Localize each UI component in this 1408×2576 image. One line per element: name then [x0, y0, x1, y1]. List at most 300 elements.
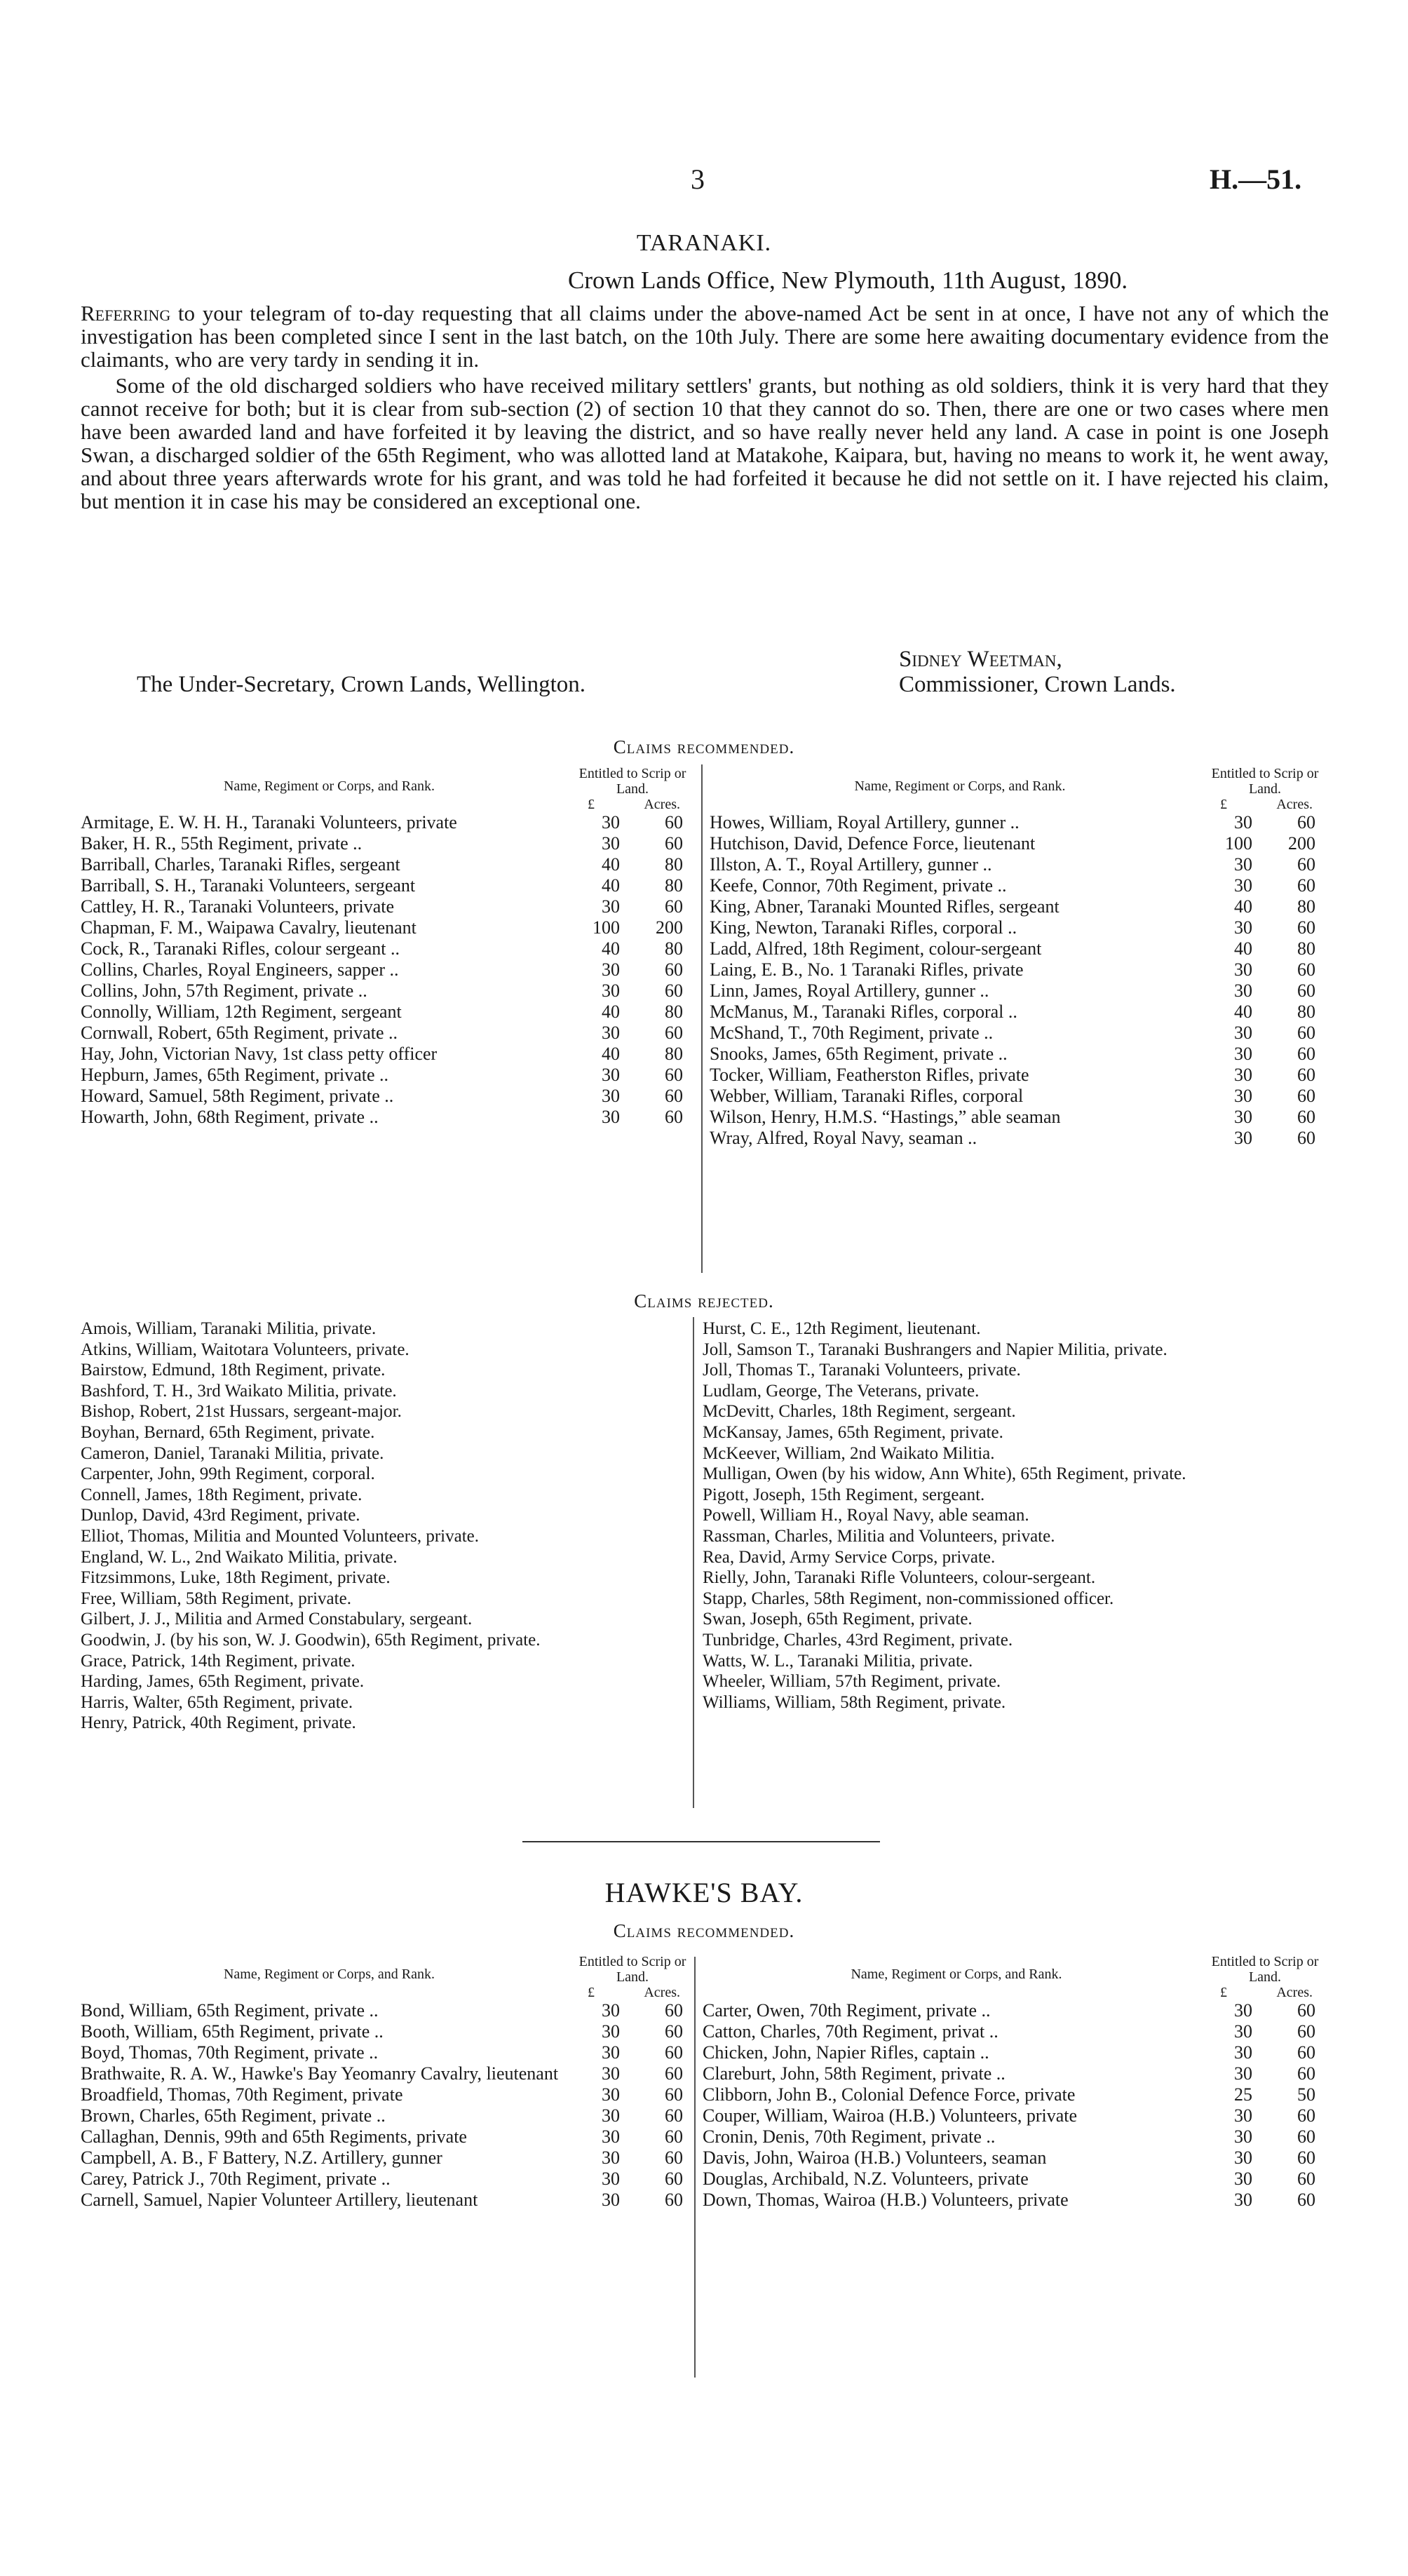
land-acres: 60: [665, 2147, 683, 2168]
claimant-name: Campbell, A. B., F Battery, N.Z. Artillery, gunner: [81, 2147, 442, 2168]
land-acres: 60: [665, 959, 683, 980]
letter-lead-word: Referring: [81, 301, 171, 325]
table-row: [703, 2084, 1320, 2105]
taranaki-recommended-right: [710, 766, 1320, 1149]
table-row: [703, 2105, 1320, 2126]
table-row: [81, 896, 687, 917]
scrip-pounds: 30: [1234, 812, 1252, 832]
list-item: Stapp, Charles, 58th Regiment, non-commissioned officer.: [703, 1589, 1114, 1608]
table-row: [81, 917, 687, 938]
table-row: [81, 875, 687, 896]
table-row: [81, 980, 687, 1002]
land-acres: 60: [665, 2021, 683, 2042]
list-item: Free, William, 58th Regiment, private.: [81, 1589, 351, 1608]
claimant-name: Carnell, Samuel, Napier Volunteer Artillery, lieutenant: [81, 2190, 478, 2210]
claimant-name: Boyd, Thomas, 70th Regiment, private ..: [81, 2042, 379, 2063]
scrip-pounds: 30: [602, 1086, 620, 1106]
taranaki-recommended-left: [81, 766, 687, 1128]
land-acres: 60: [1297, 1086, 1315, 1106]
table-row: [710, 1128, 1320, 1149]
list-item: England, W. L., 2nd Waikato Militia, private.: [81, 1547, 398, 1567]
land-acres: 60: [1297, 2147, 1315, 2168]
table-row: [710, 959, 1320, 980]
claimant-name: Ladd, Alfred, 18th Regiment, colour-sergeant: [710, 938, 1042, 959]
claimant-name: Howes, William, Royal Artillery, gunner ..: [710, 812, 1020, 832]
claimant-name: Chapman, F. M., Waipawa Cavalry, lieutenant: [81, 917, 417, 938]
scrip-pounds: 30: [602, 2021, 620, 2042]
table-row: [710, 833, 1320, 854]
column-name-header: Name, Regiment or Corps, and Rank.: [851, 1967, 1062, 1982]
land-acres: 60: [665, 2190, 683, 2210]
table-row: [703, 2000, 1320, 2021]
scrip-pounds: 25: [1234, 2084, 1252, 2105]
table-row: [710, 854, 1320, 875]
claimant-name: Douglas, Archibald, N.Z. Volunteers, private: [703, 2169, 1029, 2189]
table-row: [710, 980, 1320, 1002]
land-acres: 50: [1297, 2084, 1315, 2105]
list-item: Mulligan, Owen (by his widow, Ann White), 65th Regiment, private.: [703, 1464, 1186, 1484]
claimant-name: Tocker, William, Featherston Rifles, private: [710, 1065, 1029, 1085]
land-acres: 60: [665, 2042, 683, 2063]
land-acres: 60: [665, 980, 683, 1001]
acres-label: Acres.: [644, 1985, 680, 2000]
list-item: McKeever, William, 2nd Waikato Militia.: [703, 1443, 995, 1463]
land-acres: 60: [1297, 917, 1315, 938]
land-acres: 200: [656, 917, 683, 938]
scrip-pounds: 40: [1234, 896, 1252, 917]
scrip-pounds: 40: [602, 1044, 620, 1064]
list-item: Joll, Samson T., Taranaki Bushrangers and Napier Militia, private.: [703, 1340, 1167, 1359]
claimant-name: King, Abner, Taranaki Mounted Rifles, sergeant: [710, 896, 1060, 917]
table-column-header: [81, 1954, 687, 2000]
list-item: Bishop, Robert, 21st Hussars, sergeant-major.: [81, 1402, 402, 1422]
claimant-name: Wray, Alfred, Royal Navy, seaman ..: [710, 1128, 977, 1148]
land-acres: 80: [1297, 896, 1315, 917]
pound-label: £: [1220, 797, 1227, 812]
claimant-name: Broadfield, Thomas, 70th Regiment, private: [81, 2084, 403, 2105]
claimant-name: Carter, Owen, 70th Regiment, private ..: [703, 2000, 991, 2021]
list-item: Amois, William, Taranaki Militia, private.: [81, 1319, 377, 1338]
table-row: [81, 1044, 687, 1065]
claimant-name: Cornwall, Robert, 65th Regiment, private ..: [81, 1023, 398, 1043]
table-row: [81, 1107, 687, 1128]
land-acres: 60: [1297, 2105, 1315, 2126]
section-divider: [522, 1841, 880, 1842]
land-acres: 60: [1297, 980, 1315, 1001]
list-item: Tunbridge, Charles, 43rd Regiment, private.: [703, 1630, 1013, 1650]
hawkes-bay-recommended-left: [81, 1954, 687, 2211]
scrip-pounds: 30: [1234, 959, 1252, 980]
land-acres: 60: [1297, 2042, 1315, 2063]
scrip-pounds: 30: [602, 896, 620, 917]
claimant-name: Armitage, E. W. H. H., Taranaki Volunteers, private: [81, 812, 457, 832]
claimant-name: Cock, R., Taranaki Rifles, colour sergeant ..: [81, 938, 400, 959]
section-title-hawkes-bay: HAWKE'S BAY.: [604, 1877, 804, 1908]
letter-paragraph-1: [81, 302, 1329, 371]
land-acres: 60: [1297, 875, 1315, 896]
scrip-pounds: 30: [1234, 1044, 1252, 1064]
claimant-name: Illston, A. T., Royal Artillery, gunner ..: [710, 854, 992, 875]
scrip-pounds: 30: [602, 2126, 620, 2147]
recommended-heading-text: Claims recommended.: [613, 736, 795, 757]
scrip-pounds: 40: [602, 938, 620, 959]
land-acres: 60: [665, 2000, 683, 2021]
list-item: Goodwin, J. (by his son, W. J. Goodwin), 65th Regiment, private.: [81, 1630, 541, 1650]
land-acres: 60: [1297, 854, 1315, 875]
recommended-heading-hawkes-bay: [0, 1920, 1408, 1942]
table-row: [81, 1023, 687, 1044]
land-acres: 60: [665, 2063, 683, 2084]
entitled-label: Entitled to Scrip or Land.: [1211, 1954, 1319, 1985]
column-name-header: Name, Regiment or Corps, and Rank.: [854, 778, 1066, 794]
table-row: [81, 938, 687, 959]
claimant-name: Brathwaite, R. A. W., Hawke's Bay Yeomanry Cavalry, lieutenant: [81, 2063, 559, 2084]
table-row: [710, 1044, 1320, 1065]
column-entitled-header: [578, 1954, 687, 2000]
table-body: [703, 2000, 1320, 2211]
table-row: [81, 1002, 687, 1023]
claimant-name: Collins, Charles, Royal Engineers, sapper ..: [81, 959, 399, 980]
table-row: [81, 959, 687, 980]
dateline: Crown Lands Office, New Plymouth, 11th August, 1890.: [568, 267, 1128, 294]
table-row: [710, 938, 1320, 959]
list-item: Harris, Walter, 65th Regiment, private.: [81, 1692, 353, 1712]
page-number: 3: [691, 163, 705, 195]
scrip-pounds: 30: [1234, 1107, 1252, 1127]
scrip-pounds: 30: [1234, 2147, 1252, 2168]
claimant-name: Catton, Charles, 70th Regiment, privat ..: [703, 2021, 999, 2042]
claimant-name: Howard, Samuel, 58th Regiment, private ..: [81, 1086, 394, 1106]
table-body: [710, 812, 1320, 1149]
claimant-name: Couper, William, Wairoa (H.B.) Volunteers, private: [703, 2105, 1078, 2126]
entitled-label: Entitled to Scrip or Land.: [1211, 766, 1319, 797]
land-acres: 80: [1297, 1002, 1315, 1022]
list-item: Gilbert, J. J., Militia and Armed Constabulary, sergeant.: [81, 1610, 473, 1629]
scrip-pounds: 30: [1234, 2063, 1252, 2084]
table-row: [710, 875, 1320, 896]
list-item: McKansay, James, 65th Regiment, private.: [703, 1422, 1003, 1442]
scrip-pounds: 30: [602, 2105, 620, 2126]
claimant-name: Hutchison, David, Defence Force, lieutenant: [710, 833, 1036, 854]
column-entitled-header: [1210, 1954, 1320, 2000]
column-entitled-header: [1210, 766, 1320, 812]
table-row: [703, 2147, 1320, 2169]
land-acres: 60: [1297, 1044, 1315, 1064]
scrip-pounds: 30: [1234, 2190, 1252, 2210]
recommended-heading-taranaki: [0, 736, 1408, 758]
table-row: [81, 2063, 687, 2084]
claimant-name: Down, Thomas, Wairoa (H.B.) Volunteers, private: [703, 2190, 1069, 2210]
letter-paragraph-2: Some of the old discharged soldiers who have received military settlers' grants, but nothing as old soldiers, think it is very hard that they cannot receive for both; but it is clear from sub-section (2) of section 10 that they cannot do so. Then, there are one or two cases where men have been awarded land and have forfeited it by leaving the district, and so have really never held any land. A case in point is one Joseph Swan, a discharged soldier of the 65th Regiment, who was allotted land at Matakohe, Kaipara, but, having no means to work it, he went away, and about three years afterwards wrote for his grant, and was told he had forfeited it because he did not settle on it. I have rejected his claim, but mention it in case his may be considered an exceptional one.: [81, 373, 1329, 513]
list-item: Henry, Patrick, 40th Regiment, private.: [81, 1713, 356, 1733]
table-row: [81, 812, 687, 833]
addressee: The Under-Secretary, Crown Lands, Wellington.: [137, 672, 586, 697]
rejected-heading-text: Claims rejected.: [634, 1290, 774, 1311]
land-acres: 60: [1297, 2190, 1315, 2210]
list-item: Atkins, William, Waitotara Volunteers, private.: [81, 1340, 409, 1359]
land-acres: 60: [1297, 2126, 1315, 2147]
acres-label: Acres.: [644, 797, 680, 812]
list-item: Cameron, Daniel, Taranaki Militia, private.: [81, 1443, 384, 1463]
claimant-name: Linn, James, Royal Artillery, gunner ..: [710, 980, 989, 1001]
table-row: [703, 2042, 1320, 2063]
scrip-pounds: 30: [1234, 1023, 1252, 1043]
table-row: [710, 1086, 1320, 1107]
table-row: [81, 854, 687, 875]
land-acres: 60: [665, 2105, 683, 2126]
scrip-pounds: 30: [1234, 1065, 1252, 1085]
scrip-pounds: 30: [602, 2042, 620, 2063]
claimant-name: Clibborn, John B., Colonial Defence Force, private: [703, 2084, 1076, 2105]
claimant-name: Davis, John, Wairoa (H.B.) Volunteers, seaman: [703, 2147, 1047, 2168]
scrip-pounds: 30: [602, 2147, 620, 2168]
claimant-name: Bond, William, 65th Regiment, private ..: [81, 2000, 379, 2021]
table-row: [81, 833, 687, 854]
scrip-pounds: 30: [1234, 2000, 1252, 2021]
list-item: Elliot, Thomas, Militia and Mounted Volunteers, private.: [81, 1526, 479, 1546]
list-item: Fitzsimmons, Luke, 18th Regiment, private.: [81, 1568, 391, 1588]
list-item: Rielly, John, Taranaki Rifle Volunteers, colour-sergeant.: [703, 1568, 1096, 1588]
land-acres: 60: [1297, 812, 1315, 832]
land-acres: 80: [665, 875, 683, 896]
rejected-list-left: [81, 1319, 684, 1734]
land-acres: 60: [665, 2126, 683, 2147]
scrip-pounds: 30: [602, 812, 620, 832]
land-acres: 60: [1297, 1128, 1315, 1148]
list-item: Harding, James, 65th Regiment, private.: [81, 1672, 365, 1692]
claimant-name: Barriball, Charles, Taranaki Rifles, sergeant: [81, 854, 400, 875]
scrip-pounds: 30: [1234, 1086, 1252, 1106]
list-item: Grace, Patrick, 14th Regiment, private.: [81, 1651, 356, 1671]
scrip-pounds: 40: [1234, 1002, 1252, 1022]
list-item: Ludlam, George, The Veterans, private.: [703, 1381, 980, 1401]
entitled-label: Entitled to Scrip or Land.: [578, 766, 686, 797]
claimant-name: Laing, E. B., No. 1 Taranaki Rifles, private: [710, 959, 1024, 980]
claimant-name: Cronin, Denis, 70th Regiment, private ..: [703, 2126, 996, 2147]
scrip-pounds: 40: [1234, 938, 1252, 959]
document-reference: H.—51.: [1210, 163, 1302, 195]
land-acres: 60: [1297, 1023, 1315, 1043]
land-acres: 80: [665, 854, 683, 875]
claimant-name: Baker, H. R., 55th Regiment, private ..: [81, 833, 363, 854]
land-acres: 60: [665, 1086, 683, 1106]
claimant-name: Carey, Patrick J., 70th Regiment, private ..: [81, 2169, 391, 2189]
land-acres: 60: [1297, 959, 1315, 980]
list-item: Hurst, C. E., 12th Regiment, lieutenant.: [703, 1319, 981, 1338]
hawkes-bay-recommended-right: [703, 1954, 1320, 2211]
land-acres: 80: [665, 938, 683, 959]
scrip-pounds: 30: [1234, 2021, 1252, 2042]
table-row: [710, 1107, 1320, 1128]
scrip-pounds: 40: [602, 875, 620, 896]
claimant-name: Wilson, Henry, H.M.S. “Hastings,” able seaman: [710, 1107, 1061, 1127]
letter-body: [81, 302, 1329, 513]
land-acres: 60: [665, 833, 683, 854]
table-row: [81, 1065, 687, 1086]
acres-label: Acres.: [1276, 1985, 1313, 2000]
table-row: [703, 2021, 1320, 2042]
list-item: Joll, Thomas T., Taranaki Volunteers, private.: [703, 1361, 1021, 1380]
recommended-heading-text: Claims recommended.: [613, 1920, 795, 1941]
column-divider: [693, 1317, 694, 1808]
scrip-pounds: 30: [1234, 2169, 1252, 2189]
scrip-pounds: 30: [602, 1065, 620, 1085]
land-acres: 60: [665, 1107, 683, 1127]
scrip-pounds: 30: [1234, 854, 1252, 875]
scrip-pounds: 30: [602, 1107, 620, 1127]
scrip-pounds: 30: [602, 1023, 620, 1043]
table-column-header: [81, 766, 687, 812]
column-entitled-header: [578, 766, 687, 812]
scrip-pounds: 30: [602, 2000, 620, 2021]
land-acres: 60: [1297, 2169, 1315, 2189]
list-item: Rea, David, Army Service Corps, private.: [703, 1547, 996, 1567]
claimant-name: Collins, John, 57th Regiment, private ..: [81, 980, 367, 1001]
column-name-header: Name, Regiment or Corps, and Rank.: [223, 778, 435, 794]
claimant-name: Hepburn, James, 65th Regiment, private ..: [81, 1065, 389, 1085]
section-title-taranaki: TARANAKI.: [636, 230, 772, 256]
table-row: [710, 1023, 1320, 1044]
table-row: [710, 917, 1320, 938]
table-row: [81, 2000, 687, 2021]
signer-title: Commissioner, Crown Lands.: [899, 672, 1176, 697]
rejected-list-right: [703, 1319, 1320, 1713]
list-item: Powell, William H., Royal Navy, able seaman.: [703, 1506, 1029, 1525]
list-item: Carpenter, John, 99th Regiment, corporal.: [81, 1464, 375, 1484]
table-row: [81, 2042, 687, 2063]
table-body: [81, 2000, 687, 2211]
entitled-label: Entitled to Scrip or Land.: [578, 1954, 686, 1985]
table-column-header: [703, 1954, 1320, 2000]
table-row: [703, 2063, 1320, 2084]
scrip-pounds: 30: [1234, 2042, 1252, 2063]
list-item: Pigott, Joseph, 15th Regiment, sergeant.: [703, 1485, 985, 1504]
scrip-pounds: 30: [1234, 980, 1252, 1001]
table-row: [81, 2126, 687, 2147]
claimant-name: Brown, Charles, 65th Regiment, private ..: [81, 2105, 386, 2126]
claimant-name: Clareburt, John, 58th Regiment, private ..: [703, 2063, 1006, 2084]
table-row: [81, 2084, 687, 2105]
claimant-name: Howarth, John, 68th Regiment, private ..: [81, 1107, 379, 1127]
table-body: [81, 812, 687, 1128]
list-item: Watts, W. L., Taranaki Militia, private.: [703, 1651, 973, 1671]
list-item: Boyhan, Bernard, 65th Regiment, private.: [81, 1422, 375, 1442]
land-acres: 60: [1297, 1065, 1315, 1085]
claimant-name: Barriball, S. H., Taranaki Volunteers, sergeant: [81, 875, 416, 896]
pound-label: £: [1220, 1985, 1227, 2000]
table-row: [710, 1002, 1320, 1023]
list-item: Bairstow, Edmund, 18th Regiment, private.: [81, 1361, 386, 1380]
table-row: [81, 2105, 687, 2126]
scrip-pounds: 30: [1234, 1128, 1252, 1148]
table-row: [703, 2126, 1320, 2147]
table-row: [710, 896, 1320, 917]
claimant-name: McShand, T., 70th Regiment, private ..: [710, 1023, 994, 1043]
list-item: Connell, James, 18th Regiment, private.: [81, 1485, 363, 1504]
scrip-pounds: 30: [1234, 875, 1252, 896]
signer-name: Sidney Weetman,: [899, 647, 1062, 672]
pound-label: £: [588, 1985, 595, 2000]
land-acres: 80: [665, 1044, 683, 1064]
land-acres: 60: [665, 1065, 683, 1085]
rejected-heading-taranaki: [0, 1290, 1408, 1312]
claimant-name: Hay, John, Victorian Navy, 1st class petty officer: [81, 1044, 438, 1064]
table-row: [81, 2169, 687, 2190]
column-divider: [694, 1957, 696, 2378]
acres-label: Acres.: [1276, 797, 1313, 812]
table-row: [710, 812, 1320, 833]
land-acres: 60: [1297, 2000, 1315, 2021]
table-row: [81, 2190, 687, 2211]
claimant-name: Webber, William, Taranaki Rifles, corporal: [710, 1086, 1024, 1106]
column-divider: [701, 764, 703, 1273]
claimant-name: Connolly, William, 12th Regiment, sergeant: [81, 1002, 402, 1022]
land-acres: 60: [1297, 1107, 1315, 1127]
claimant-name: Snooks, James, 65th Regiment, private ..: [710, 1044, 1008, 1064]
claimant-name: Chicken, John, Napier Rifles, captain ..: [703, 2042, 989, 2063]
claimant-name: Keefe, Connor, 70th Regiment, private ..: [710, 875, 1007, 896]
column-name-header: Name, Regiment or Corps, and Rank.: [223, 1967, 435, 1982]
scrip-pounds: 30: [602, 2190, 620, 2210]
list-item: Rassman, Charles, Militia and Volunteers, private.: [703, 1526, 1055, 1546]
land-acres: 60: [665, 2084, 683, 2105]
letter-paragraph-1-text: to your telegram of to-day requesting that all claims under the above-named Act be sent in at once, I have not any of which the investigation has been completed since I sent in the last batch, on the 10th July. There are some here awaiting documentary evidence from the claimants, who are very tardy in sending it in.: [81, 301, 1329, 372]
claimant-name: King, Newton, Taranaki Rifles, corporal ..: [710, 917, 1017, 938]
table-row: [710, 1065, 1320, 1086]
scrip-pounds: 100: [593, 917, 620, 938]
list-item: Bashford, T. H., 3rd Waikato Militia, private.: [81, 1381, 397, 1401]
land-acres: 60: [665, 1023, 683, 1043]
land-acres: 60: [665, 812, 683, 832]
table-row: [703, 2190, 1320, 2211]
table-row: [703, 2169, 1320, 2190]
list-item: Williams, William, 58th Regiment, private.: [703, 1692, 1006, 1712]
land-acres: 60: [665, 2169, 683, 2189]
list-item: Dunlop, David, 43rd Regiment, private.: [81, 1506, 360, 1525]
land-acres: 60: [665, 896, 683, 917]
scrip-pounds: 30: [1234, 917, 1252, 938]
table-row: [81, 2147, 687, 2169]
claimant-name: Booth, William, 65th Regiment, private ..: [81, 2021, 384, 2042]
scrip-pounds: 30: [1234, 2105, 1252, 2126]
pound-label: £: [588, 797, 595, 812]
land-acres: 80: [1297, 938, 1315, 959]
scrip-pounds: 100: [1225, 833, 1252, 854]
list-item: McDevitt, Charles, 18th Regiment, sergeant.: [703, 1402, 1016, 1422]
claimant-name: Callaghan, Dennis, 99th and 65th Regiments, private: [81, 2126, 467, 2147]
scrip-pounds: 30: [1234, 2126, 1252, 2147]
scrip-pounds: 30: [602, 833, 620, 854]
scrip-pounds: 40: [602, 1002, 620, 1022]
list-item: Swan, Joseph, 65th Regiment, private.: [703, 1610, 973, 1629]
land-acres: 60: [1297, 2063, 1315, 2084]
scrip-pounds: 30: [602, 2169, 620, 2189]
scrip-pounds: 30: [602, 2063, 620, 2084]
table-column-header: [710, 766, 1320, 812]
claimant-name: McManus, M., Taranaki Rifles, corporal ..: [710, 1002, 1017, 1022]
table-row: [81, 2021, 687, 2042]
land-acres: 80: [665, 1002, 683, 1022]
scrip-pounds: 30: [602, 980, 620, 1001]
scrip-pounds: 40: [602, 854, 620, 875]
claimant-name: Cattley, H. R., Taranaki Volunteers, private: [81, 896, 395, 917]
list-item: Wheeler, William, 57th Regiment, private.: [703, 1672, 1001, 1692]
scrip-pounds: 30: [602, 959, 620, 980]
scrip-pounds: 30: [602, 2084, 620, 2105]
table-row: [81, 1086, 687, 1107]
land-acres: 200: [1288, 833, 1315, 854]
land-acres: 60: [1297, 2021, 1315, 2042]
